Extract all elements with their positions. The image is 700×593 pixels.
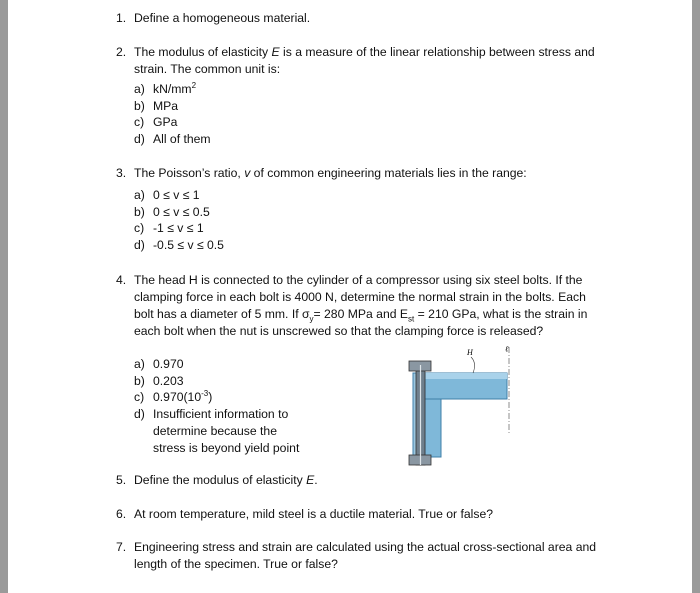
label-leader-line [471, 357, 475, 373]
option-a: a) $kN/mm^2$ [134, 80, 197, 96]
option-d: d) -0.5 ≤ v ≤ 0.5 [134, 238, 224, 253]
option-c: c) -1 ≤ v ≤ 1 [134, 221, 204, 236]
option-a: a) 0 ≤ v ≤ 1 [134, 188, 200, 202]
option-d: d) All of them [134, 132, 211, 147]
option-d-continuation: determine because the [153, 423, 277, 438]
question-4-options [134, 356, 299, 456]
variable-v: v [244, 166, 251, 180]
label-h: H [467, 348, 473, 357]
bolted-head-figure [401, 343, 521, 468]
question-number: 4. [116, 273, 127, 287]
option-a: a) 0.970 [134, 357, 184, 371]
document-page [8, 0, 692, 593]
variable-e: E [306, 473, 315, 487]
question-number: 1. [116, 11, 127, 25]
option-c: c) GPa [134, 115, 178, 130]
variable-e: E [271, 45, 280, 59]
right-page-edge [692, 0, 700, 593]
option-b: b) 0.203 [134, 373, 184, 388]
question-3-options [134, 187, 224, 254]
question-text: The head H is connected to the cylinder of a compressor using six steel bolts. If the clamping force in each bolt is 4000 N, determine the normal strain in the bolts. Each bolt has a diameter of 5 mm. If $\sigma_y= 280$ MPa and $E_{st} = 210$ GPa, what is the strain in each bolt when the nut is unscrewed so that the clamping force is released? [134, 273, 588, 338]
question-2-options [134, 81, 211, 148]
question-text: Define the modulus of elasticity E. [134, 473, 318, 487]
bolt-diagram-svg [401, 343, 521, 468]
question-text: The Poisson’s ratio, v of common engineering materials lies in the range: [134, 166, 527, 180]
left-page-edge [0, 0, 8, 593]
option-b: b) 0 ≤ v ≤ 0.5 [134, 204, 210, 219]
head-flange-highlight [425, 373, 507, 379]
question-text: Engineering stress and strain are calculated using the actual cross-sectional area and length of the specimen. True or false? [134, 540, 597, 571]
option-b: b) MPa [134, 98, 179, 113]
question-text: Define a homogeneous material. [134, 11, 311, 25]
question-number: 7. [116, 540, 127, 554]
question-number: 6. [116, 507, 127, 521]
cylinder-wall [425, 399, 441, 457]
question-number: 2. [116, 45, 127, 59]
label-centerline: ℓ [505, 344, 509, 354]
question-number: 5. [116, 473, 127, 487]
question-text: At room temperature, mild steel is a ductile material. True or false? [134, 507, 494, 521]
option-c: c) $0.970(10^{-3})$ [134, 389, 213, 405]
option-d: d) Insufficient information to [134, 407, 289, 422]
option-d-continuation: stress is beyond yield point [153, 440, 300, 455]
question-text: The modulus of elasticity E is a measure of the linear relationship between stress and strain. The common unit is: [134, 45, 595, 76]
question-number: 3. [116, 166, 127, 180]
